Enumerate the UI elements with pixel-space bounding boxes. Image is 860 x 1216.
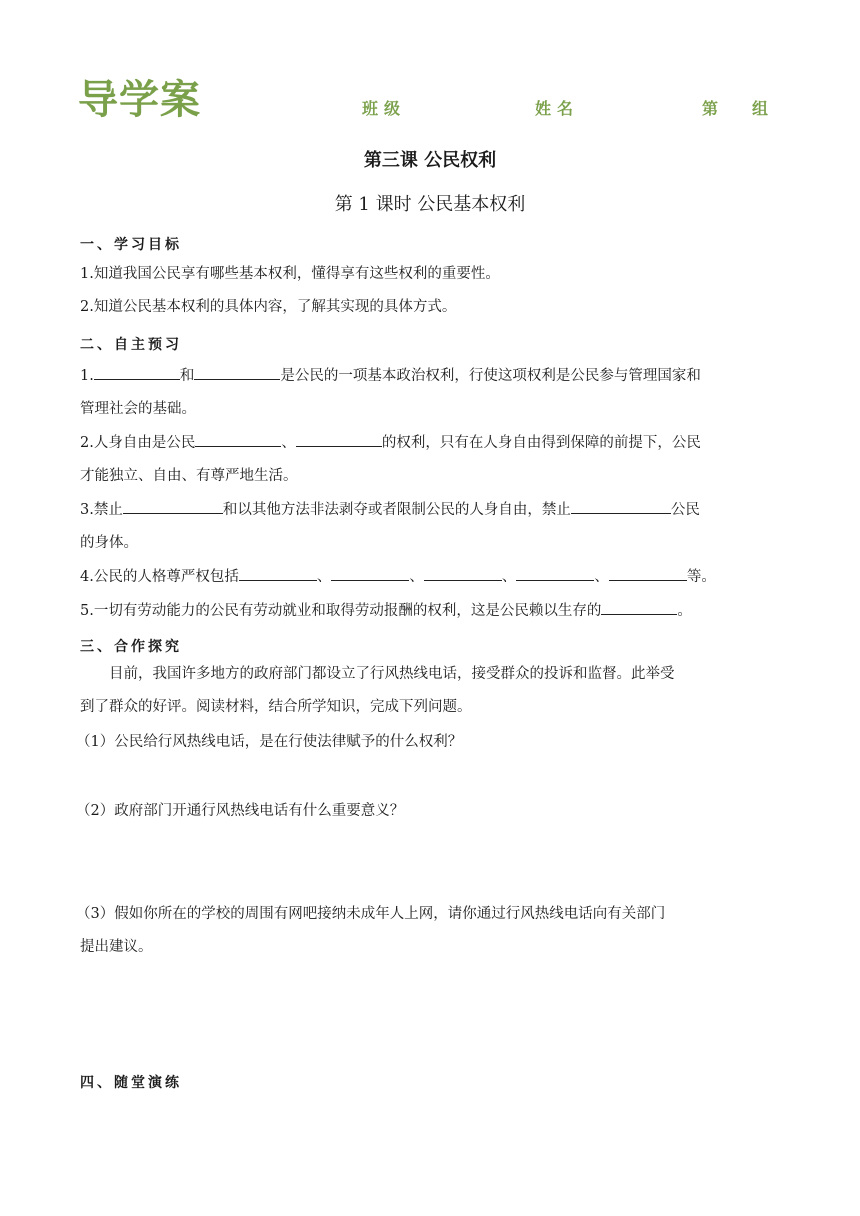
section-preview-heading: 二、自主预习: [80, 337, 182, 353]
explore-material-line1: 目前，我国许多地方的政府部门都设立了行风热线电话，接受群众的投诉和监督。此举受: [109, 666, 675, 682]
preview-q1-text: 和: [179, 368, 195, 384]
preview-q5-end: 。: [677, 603, 692, 619]
section-goals-heading: 一、学习目标: [80, 237, 182, 253]
fill-blank[interactable]: [296, 430, 382, 447]
preview-q4-sep: 、: [316, 569, 332, 585]
preview-q4-text: 4.公民的人格尊严权包括: [80, 569, 239, 585]
preview-q4-sep: 、: [594, 569, 609, 585]
preview-q5: [80, 595, 782, 628]
fill-blank[interactable]: [195, 430, 281, 447]
preview-q1-line1: [80, 360, 782, 393]
preview-q2-text: 的权利，只有在人身自由得到保障的前提下，公民: [381, 435, 701, 451]
group-label-suffix: 组: [752, 99, 775, 118]
preview-q2-text: 2.人身自由是公民: [80, 435, 196, 451]
preview-q1-number: 1.: [80, 368, 94, 384]
preview-q4-sep: 、: [409, 569, 424, 585]
preview-q1-line2: 管理社会的基础。: [80, 401, 196, 417]
lesson-title: 第三课 公民权利: [363, 150, 497, 171]
fill-blank[interactable]: [194, 363, 280, 380]
section-practice-heading: 四、随堂演练: [80, 1075, 182, 1091]
preview-q3-text: 和以其他方法非法剥夺或者限制公民的人身自由，禁止: [222, 502, 571, 518]
explore-question-3-line2: 提出建议。: [80, 939, 153, 955]
name-label: 姓名: [535, 99, 580, 118]
preview-q2-sep: 、: [281, 435, 296, 451]
fill-blank[interactable]: [123, 497, 223, 514]
group-label-prefix: 第: [702, 99, 725, 118]
goal-1: 1.知道我国公民享有哪些基本权利，懂得享有这些权利的重要性。: [80, 266, 500, 282]
preview-q3-line2: 的身体。: [80, 535, 138, 551]
preview-q4: [80, 561, 782, 594]
fill-blank[interactable]: [94, 363, 180, 380]
preview-q3-text: 公民: [670, 502, 700, 518]
lesson-subtitle: 第 1 课时 公民基本权利: [334, 194, 526, 215]
preview-q4-sep: 、: [501, 569, 517, 585]
explore-question-3-line1: （3）假如你所在的学校的周围有网吧接纳未成年人上网，请你通过行风热线电话向有关部门: [76, 906, 666, 922]
preview-q2-line1: [80, 427, 782, 460]
fill-blank[interactable]: [609, 564, 687, 581]
preview-q3-text: 3.禁止: [80, 502, 123, 518]
fill-blank[interactable]: [571, 497, 671, 514]
preview-q1-text: 是公民的一项基本政治权利，行使这项权利是公民参与管理国家和: [280, 368, 701, 384]
fill-blank[interactable]: [239, 564, 317, 581]
explore-material-line2: 到了群众的好评。阅读材料，结合所学知识，完成下列问题。: [80, 699, 472, 715]
fill-blank[interactable]: [516, 564, 594, 581]
class-label: 班级: [362, 99, 407, 118]
preview-q2-line2: 才能独立、自由、有尊严地生活。: [80, 468, 298, 484]
section-explore-heading: 三、合作探究: [80, 639, 182, 655]
fill-blank[interactable]: [331, 564, 409, 581]
explore-question-2: （2）政府部门开通行风热线电话有什么重要意义？: [76, 803, 405, 819]
fill-blank[interactable]: [601, 598, 677, 615]
preview-q5-text: 5.一切有劳动能力的公民有劳动就业和取得劳动报酬的权利，这是公民赖以生存的: [80, 603, 602, 619]
explore-question-1: （1）公民给行风热线电话，是在行使法律赋予的什么权利？: [76, 734, 463, 750]
fill-blank[interactable]: [424, 564, 502, 581]
preview-q4-end: 等。: [686, 569, 716, 585]
goal-2: 2.知道公民基本权利的具体内容，了解其实现的具体方式。: [80, 299, 457, 315]
logo-title: 导学案: [78, 77, 201, 123]
preview-q3-line1: [80, 494, 782, 527]
